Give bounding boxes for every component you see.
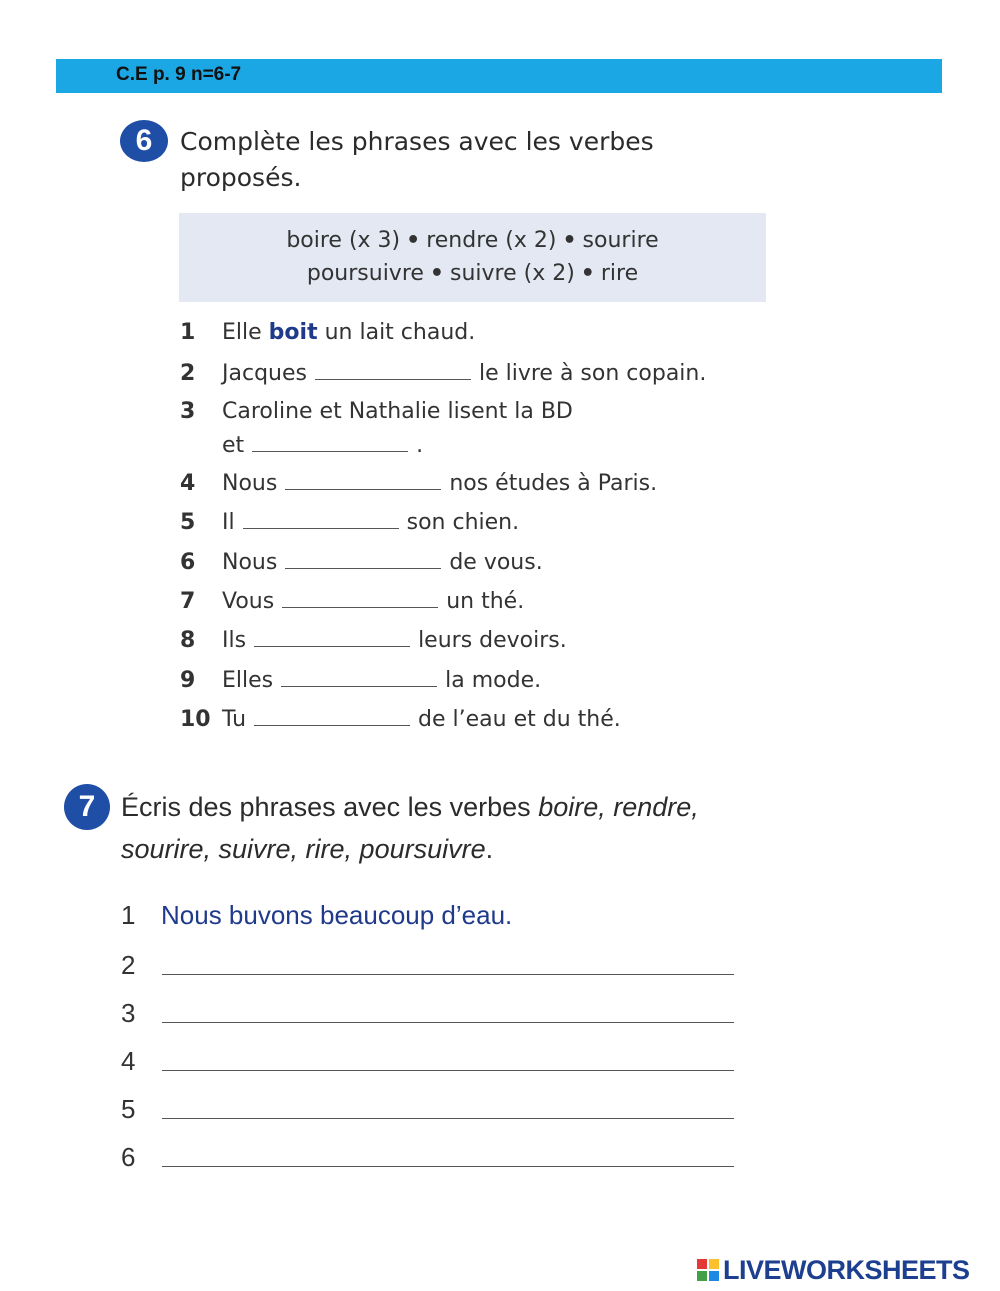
exercise-6-instruction: Complète les phrases avec les verbes proposés. <box>180 127 654 192</box>
item-text-after: la mode. <box>445 668 542 693</box>
item-text-before: Caroline et Nathalie lisent la BD <box>222 399 573 424</box>
item-text-before: Nous <box>222 550 278 575</box>
exercise-6-item-9 <box>180 668 541 693</box>
exercise-6-item-2 <box>180 361 706 386</box>
exercise-6-item-6 <box>180 550 543 575</box>
item-text-before: Ils <box>222 628 247 653</box>
item-number: 10 <box>180 707 211 732</box>
item-number: 7 <box>180 589 196 614</box>
item-number: 9 <box>180 668 196 693</box>
item-text-after: le livre à son copain. <box>478 361 707 386</box>
answer-blank[interactable] <box>281 668 437 687</box>
item-number: 6 <box>121 1142 136 1172</box>
answer-line[interactable] <box>162 1022 734 1023</box>
page-reference: C.E p. 9 n=6-7 <box>116 64 242 85</box>
answer-blank[interactable] <box>252 433 408 452</box>
word-bank-line-2 <box>179 257 766 290</box>
word-bank <box>179 213 766 302</box>
answer-blank[interactable] <box>254 628 410 647</box>
item-text-before: Vous <box>222 589 275 614</box>
word-bank-word: sourire <box>582 228 659 253</box>
item-number: 5 <box>121 1094 136 1124</box>
item-text-after: son chien. <box>406 510 520 535</box>
item-number: 5 <box>180 510 196 535</box>
answer-line[interactable] <box>162 974 734 975</box>
item-number: 8 <box>180 628 196 653</box>
answer-blank[interactable] <box>243 510 399 529</box>
exercise-7-item-3 <box>121 998 161 1029</box>
item-text-after: de l’eau et du thé. <box>418 707 621 732</box>
item-number: 1 <box>121 900 136 930</box>
answer-blank[interactable] <box>285 471 441 490</box>
word-bank-separator: • <box>429 261 444 286</box>
word-bank-separator: • <box>406 228 421 253</box>
answer-line[interactable] <box>162 1118 734 1119</box>
word-bank-separator: • <box>562 228 577 253</box>
item-text-before: et <box>222 433 245 458</box>
exercise-6-item-4 <box>180 471 657 496</box>
header-bar <box>56 59 942 93</box>
instruction-verbs: boire, rendre, sourire, suivre, rire, poursuivre <box>121 792 699 864</box>
exercise-7-item-6 <box>121 1142 161 1173</box>
logo-icon <box>697 1259 719 1281</box>
item-number: 4 <box>121 1046 136 1076</box>
exercise-6-item-8 <box>180 628 567 653</box>
item-number: 3 <box>180 399 196 424</box>
item-text-before: Elles <box>222 668 274 693</box>
item-text-before: Il <box>222 510 235 535</box>
exercise-6-item-7 <box>180 589 524 614</box>
exercise-7-instruction <box>121 786 761 870</box>
item-number: 4 <box>180 471 196 496</box>
item-text-after: . <box>416 433 424 458</box>
answer-blank[interactable] <box>254 707 410 726</box>
answer-blank[interactable] <box>315 361 471 380</box>
item-text-before: Jacques <box>222 361 307 386</box>
liveworksheets-logo <box>697 1255 970 1285</box>
exercise-6-item-3 <box>180 399 573 424</box>
exercise-7-item-1 <box>121 900 512 931</box>
exercise-6-item-5 <box>180 510 519 535</box>
exercise-6-item-10 <box>180 707 621 732</box>
word-bank-word: suivre (x 2) <box>449 261 575 286</box>
word-bank-word: boire (x 3) <box>286 228 401 253</box>
exercise-7-item-4 <box>121 1046 161 1077</box>
item-text-after: de vous. <box>449 550 543 575</box>
answer-blank[interactable] <box>285 550 441 569</box>
exercise-7-item-5 <box>121 1094 161 1125</box>
item-text-before: Nous <box>222 471 278 496</box>
logo-text: LIVEWORKSHEETS <box>723 1254 970 1285</box>
word-bank-word: poursuivre <box>306 261 424 286</box>
word-bank-word: rire <box>600 261 639 286</box>
example-answer: boit <box>268 320 318 345</box>
answer-blank[interactable] <box>282 589 438 608</box>
exercise-6-item-1 <box>180 320 475 345</box>
instruction-text: Écris des phrases avec les verbes <box>121 792 539 822</box>
exercise-6-item-3-cont <box>222 433 423 458</box>
exercise-7-badge: 7 <box>64 784 110 830</box>
item-text-before: Elle <box>222 320 262 345</box>
exercise-6-badge: 6 <box>120 120 168 162</box>
word-bank-line-1 <box>179 224 766 257</box>
item-text-before: Tu <box>222 707 247 732</box>
item-text-after: nos études à Paris. <box>449 471 658 496</box>
word-bank-word: rendre (x 2) <box>426 228 557 253</box>
exercise-7-item-2 <box>121 950 161 981</box>
item-number: 2 <box>180 361 196 386</box>
instruction-text: . <box>485 834 494 864</box>
item-text-after: un thé. <box>446 589 525 614</box>
answer-line[interactable] <box>162 1070 734 1071</box>
word-bank-separator: • <box>580 261 595 286</box>
item-number: 2 <box>121 950 136 980</box>
item-number: 3 <box>121 998 136 1028</box>
item-number: 6 <box>180 550 196 575</box>
example-sentence: Nous buvons beaucoup d’eau. <box>161 900 513 930</box>
answer-line[interactable] <box>162 1166 734 1167</box>
item-number: 1 <box>180 320 196 345</box>
item-text-after: leurs devoirs. <box>418 628 567 653</box>
item-text-after: un lait chaud. <box>324 320 476 345</box>
